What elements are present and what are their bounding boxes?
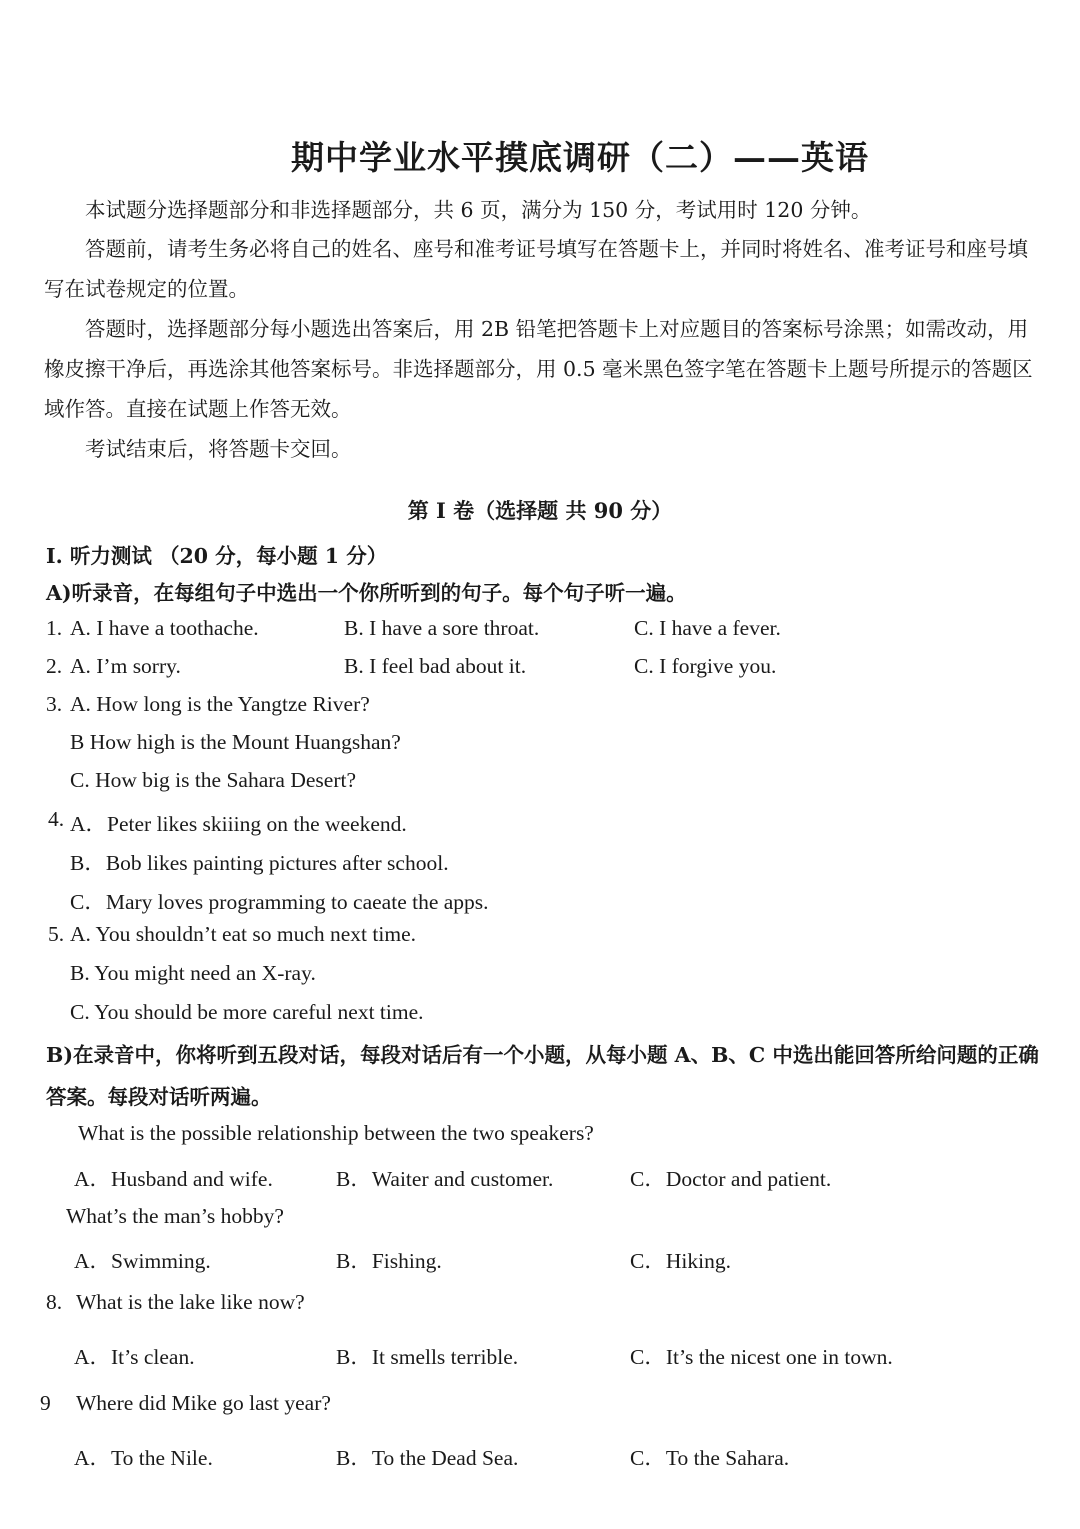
option-c: C．It’s the nicest one in town. (630, 1345, 893, 1369)
intro-paragraph-1: 本试题分选择题部分和非选择题部分，共 6 页，满分为 150 分，考试用时 120 分钟。 (85, 198, 872, 222)
option-a: A. I’m sorry. (70, 654, 181, 678)
option-c: C．Hiking. (630, 1249, 731, 1273)
question-stem: What is the possible relationship between the two speakers? (78, 1121, 594, 1145)
question-number: 8. (46, 1290, 63, 1314)
question-number: 4. (48, 807, 65, 831)
option-b: B. I feel bad about it. (344, 654, 527, 678)
option-b: B How high is the Mount Huangshan? (70, 730, 401, 754)
option-b: B．To the Dead Sea. (336, 1446, 519, 1470)
question-number: 1. (46, 616, 63, 640)
question-stem: What is the lake like now? (76, 1290, 305, 1314)
option-c: C．Doctor and patient. (630, 1167, 832, 1191)
question-number: 5. (48, 922, 65, 946)
question-stem: Where did Mike go last year? (76, 1391, 331, 1415)
page-title: 期中学业水平摸底调研（二）——英语 (291, 138, 869, 177)
option-b: B．Fishing. (336, 1249, 442, 1273)
option-c: C．Mary loves programming to caeate the apps. (70, 890, 489, 914)
option-a: A. How long is the Yangtze River? (70, 692, 370, 716)
option-a: A. You shouldn’t eat so much next time. (70, 922, 416, 946)
option-c: C. I forgive you. (634, 654, 777, 678)
option-c: C. I have a fever. (634, 616, 781, 640)
option-b: B．It smells terrible. (336, 1345, 519, 1369)
intro-paragraph-4: 考试结束后，将答题卡交回。 (85, 437, 352, 461)
option-c: C．To the Sahara. (630, 1446, 790, 1470)
part-a-instruction: A)听录音，在每组句子中选出一个你所听到的句子。每个句子听一遍。 (46, 581, 687, 605)
option-a: A．Husband and wife. (74, 1167, 273, 1191)
option-c: C. How big is the Sahara Desert? (70, 768, 356, 792)
option-b: B．Bob likes painting pictures after school. (70, 851, 449, 875)
option-b: B. I have a sore throat. (344, 616, 540, 640)
option-c: C. You should be more careful next time. (70, 1000, 424, 1024)
question-number: 3. (46, 692, 63, 716)
option-a: A．It’s clean. (74, 1345, 195, 1369)
intro-paragraph-3: 答题时，选择题部分每小题选出答案后，用 2B 铅笔把答题卡上对应题目的答案标号涂黑；如需改动，用橡皮擦干净后，再选涂其他答案标号。非选择题部分，用 0.5 毫米黑色签字笔在答题卡上题号所提示的答题区域作答。直接在试题上作答无效。 (44, 317, 1033, 421)
section-1-title: I. 听力测试 （20 分，每小题 1 分） (46, 544, 388, 568)
option-a: A．Swimming. (74, 1249, 211, 1273)
volume-title: 第 I 卷（选择题 共 90 分） (407, 498, 673, 523)
option-a: A．Peter likes skiiing on the weekend. (70, 812, 407, 836)
intro-paragraph-2: 答题前，请考生务必将自己的姓名、座号和准考证号填写在答题卡上，并同时将姓名、准考证号和座号填写在试卷规定的位置。 (44, 237, 1028, 301)
part-b-instruction: B)在录音中，你将听到五段对话，每段对话后有一个小题，从每小题 A、B、C 中选出能回答所给问题的正确答案。每段对话听两遍。 (46, 1043, 1039, 1109)
option-a: A. I have a toothache. (70, 616, 259, 640)
question-number: 9 (40, 1391, 51, 1415)
option-b: B．Waiter and customer. (336, 1167, 554, 1191)
option-b: B. You might need an X-ray. (70, 961, 316, 985)
question-stem: What’s the man’s hobby? (66, 1204, 284, 1228)
option-a: A．To the Nile. (74, 1446, 213, 1470)
question-number: 2. (46, 654, 63, 678)
